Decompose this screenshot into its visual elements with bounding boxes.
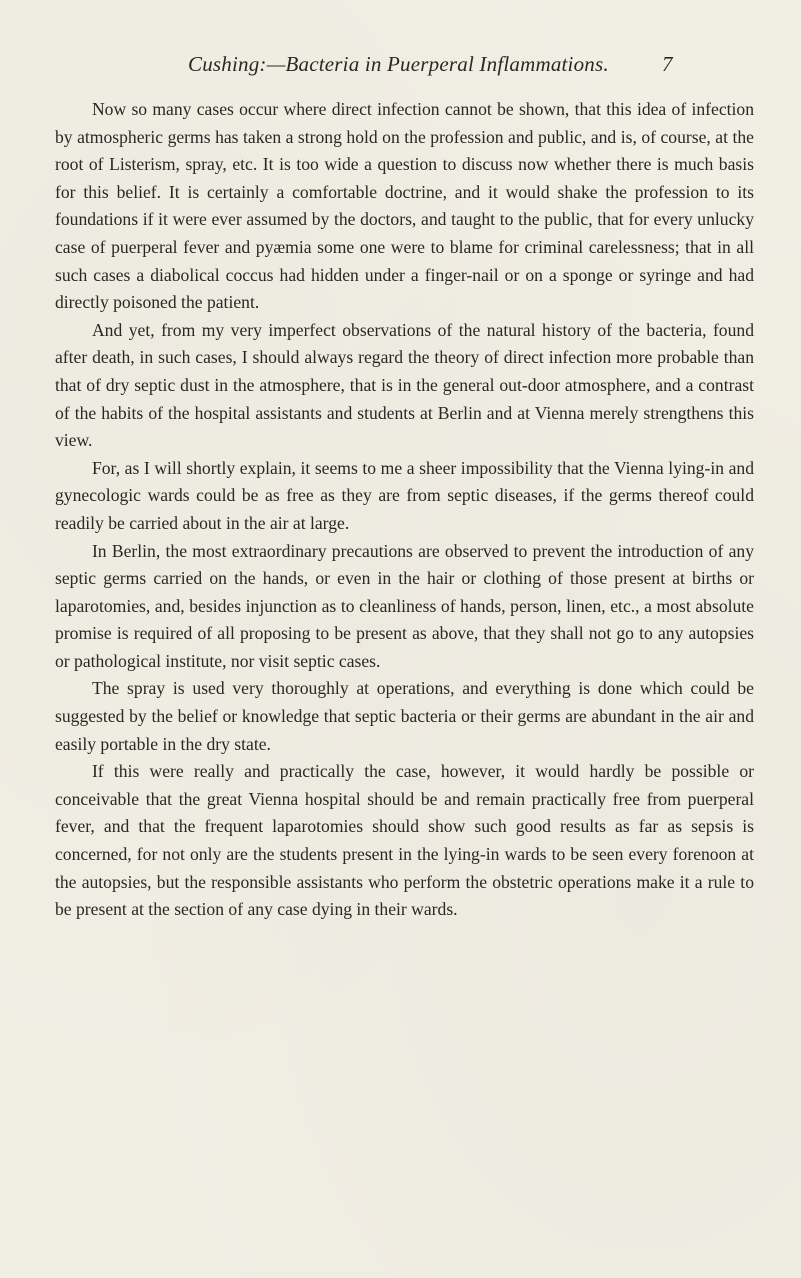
body-text [55, 96, 754, 924]
running-title: Cushing:—Bacteria in Puerperal Inflammations. [188, 52, 609, 76]
paragraph-3: For, as I will shortly explain, it seems to me a sheer impossibility that the Vienna lying-in and gynecologic wards could be as free as they are from septic diseases, if the germs thereof could readily be carried about in the air at large. [55, 457, 754, 533]
paragraph-1: Now so many cases occur where direct infection cannot be shown, that this idea of infection by atmospheric germs has taken a strong hold on the profession and public, and is, of course, at the root of Listerism, spray, etc. It is too wide a question to discuss now whether there is much basis for this belief. It is certainly a comfortable doctrine, and it would shake the profession to its foundations if it were ever assumed by the doctors, and taught to the public, that for every unlucky case of puerperal fever and pyæmia some one were to blame for criminal carelessness; that in all such cases a diabolical coccus had hidden under a finger-nail or on a sponge or syringe and had directly poisoned the patient. [55, 99, 754, 313]
paragraph-6: If this were really and practically the case, however, it would hardly be possible or conceivable that the great Vienna hospital should be and remain practically free from puerperal fever, and that the frequent laparotomies should show such good results as far as sepsis is concerned, for not only are the students present in the lying-in wards to be seen every forenoon at the autopsies, but the responsible assistants who perform the obstetric operations make it a rule to be present at the section of any case dying in their wards. [55, 761, 754, 920]
paragraph-5: The spray is used very thoroughly at operations, and everything is done which could be suggested by the belief or knowledge that septic bacteria or their germs are abundant in the air and easily portable in the dry state. [55, 678, 754, 754]
running-head [0, 52, 801, 82]
paragraph-4: In Berlin, the most extraordinary precautions are observed to prevent the introduction of any septic germs carried on the hands, or even in the hair or clothing of those present at births or laparotomies, and, besides injunction as to cleanliness of hands, person, linen, etc., a most absolute promise is required of all proposing to be present as above, that they shall not go to any autopsies or pathological institute, nor visit septic cases. [55, 540, 754, 671]
page-number: 7 [662, 52, 673, 76]
paragraph-2: And yet, from my very imperfect observations of the natural history of the bacteria, found after death, in such cases, I should always regard the theory of direct infection more probable than that of dry septic dust in the atmosphere, that is in the general out-door atmosphere, and a contrast of the habits of the hospital assistants and students at Berlin and at Vienna merely strengthens this view. [55, 319, 754, 451]
